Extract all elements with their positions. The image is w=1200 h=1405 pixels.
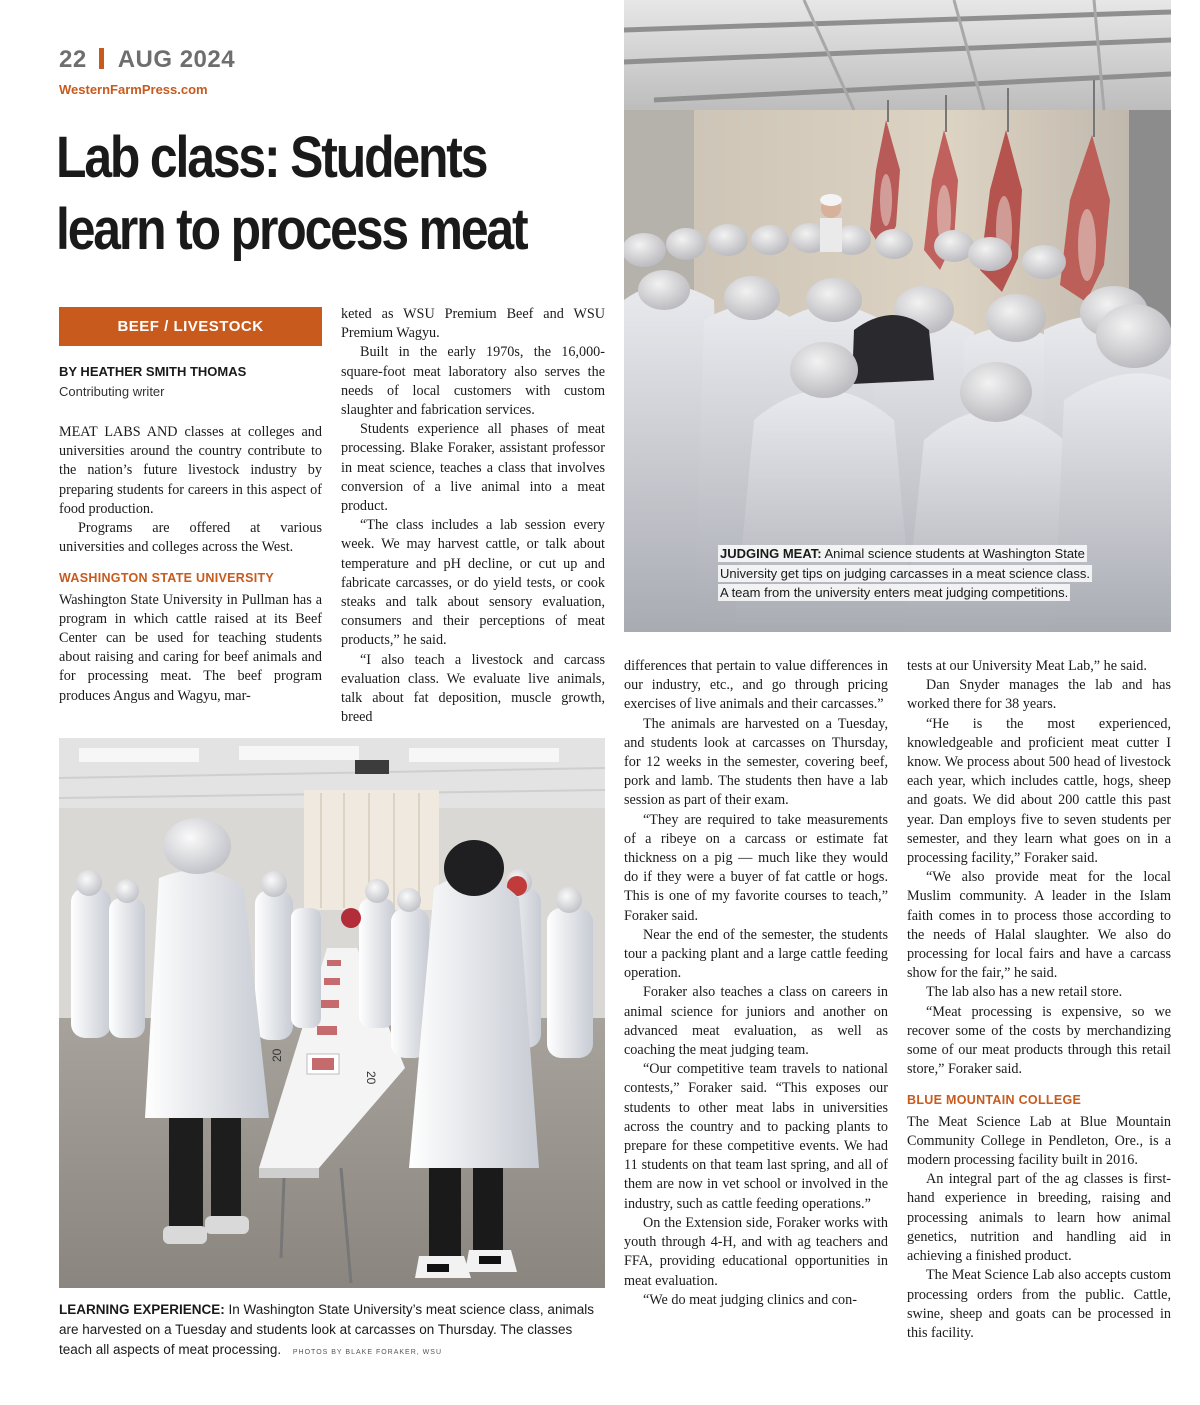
paragraph: MEAT LABS AND classes at colleges and universities around the country contribute to the nation’s future livestock industry by preparing students for careers in this aspect of food production. <box>59 424 322 517</box>
paragraph: The Meat Science Lab at Blue Mountain Community College in Pendleton, Ore., is a modern processing facility built in 2016. <box>907 1113 1171 1169</box>
paragraph: “We do meat judging clinics and con- <box>643 1291 857 1308</box>
paragraph: The lab also has a new retail store. <box>926 984 1123 1001</box>
folio-divider <box>99 48 104 69</box>
caption-text: In Washington State University’s meat science class, animals are harvested on a Tuesday and students look at carcasses on Thursday. The classes teach all aspects of meat processing. <box>59 1302 594 1357</box>
subhead-wsu: WASHINGTON STATE UNIVERSITY <box>59 571 275 586</box>
caption-learning-experience <box>59 1300 604 1363</box>
paragraph: “We also provide meat for the local Muslim community. A leader in the Islam faith comes in to process those according to the needs of Halal slaughter. We also do processing for local fairs and have a carcass show for the fair,” he said. <box>907 869 1171 982</box>
paragraph: Near the end of the semester, the students tour a packing plant and a large cattle feeding operation. <box>624 926 888 982</box>
paragraph: keted as WSU Premium Beef and WSU Premium Wagyu. <box>341 306 605 342</box>
paragraph: “I also teach a livestock and carcass evaluation class. We evaluate live animals, talk about fat deposition, muscle growth, breed <box>341 651 605 726</box>
article-column-2 <box>341 305 605 727</box>
paragraph: Programs are offered at various universities and colleges across the West. <box>59 520 322 556</box>
headline: Lab class: Students learn to process meat <box>56 125 527 262</box>
paragraph: Students experience all phases of meat processing. Blake Foraker, assistant professor in meat science, teaches a class that involves conversion of a live animal into a meat product. <box>341 421 605 515</box>
paragraph: Dan Snyder manages the lab and has worked there for 38 years. <box>907 677 1171 713</box>
paragraph: “They are required to take measurements of a ribeye on a carcass or estimate fat thickness on a pig — much like they would do if they were a buyer of fat cattle or hogs. This is one of my favorite courses to teach,” Foraker said. <box>624 811 888 924</box>
article-column-4 <box>907 657 1171 1343</box>
paragraph: Foraker also teaches a class on careers in animal science for juniors and another on advanced meat evaluation, as well as coaching the meat judging team. <box>624 984 888 1059</box>
paragraph: On the Extension side, Foraker works with youth through 4-H, and with ag teachers and FFA, providing educational opportunities in meat evaluation. <box>624 1214 888 1289</box>
paragraph: The animals are harvested on a Tuesday, and students look at carcasses on Thursday, for 12 weeks in the semester, covering beef, pork and lamb. The students then have a lab session as part of their exam. <box>624 715 888 809</box>
paragraph: Built in the early 1970s, the 16,000-square-foot meat laboratory also serves the needs of local customers with custom slaughter and fabrication services. <box>341 344 605 419</box>
caption-label: LEARNING EXPERIENCE: <box>59 1302 225 1317</box>
byline-author: BY HEATHER SMITH THOMAS <box>59 364 247 379</box>
meat-lab-classroom-illustration <box>59 738 605 1288</box>
paragraph: “He is the most experienced, knowledgeable and proficient meat cutter I know. We process about 500 head of livestock each year, which includes cattle, hogs, sheep and goats. We did about 200 cattle this past year. Dan employs five to seven students per semester, and they learn what goes on in a processing facility,” Foraker said. <box>907 715 1171 867</box>
article-column-1 <box>59 423 322 706</box>
caption-text: Animal science students at Washington State University get tips on judging carcasses in a meat science class. A team from the university enters meat judging competitions. <box>720 546 1090 600</box>
article-column-3 <box>624 657 888 1310</box>
carcass-cooler-illustration <box>624 0 1171 632</box>
subhead-blue-mountain: BLUE MOUNTAIN COLLEGE <box>907 1093 1082 1108</box>
caption-label: JUDGING MEAT: <box>720 546 822 561</box>
caption-judging-meat <box>718 544 1090 603</box>
page-folio <box>59 46 235 74</box>
photo-judging-meat <box>624 0 1171 632</box>
paragraph: “The class includes a lab session every week. We may harvest cattle, or talk about temperature and pH decline, or cut up and fabricate carcasses, or do yield tests, or cook steaks and talk about sensory evaluation, consumers and their perceptions of meat products,” he said. <box>341 517 605 649</box>
paragraph: differences that pertain to value differences in our industry, etc., and go through pricing exercises of live animals and their carcasses.” <box>624 658 888 713</box>
tray-number: 20 <box>270 1048 284 1062</box>
tray-number: 20 <box>364 1071 378 1085</box>
paragraph: “Meat processing is expensive, so we recover some of the costs by merchandizing some of our meat products through this retail store,” Foraker said. <box>907 1003 1171 1078</box>
issue-date: AUG 2024 <box>117 46 236 73</box>
photo-learning-experience <box>59 738 605 1288</box>
paragraph: Washington State University in Pullman has a program in which cattle raised at its Beef Center can be used for teaching students about raising and caring for beef animals and for processing meat. The beef program produces Angus and Wagyu, mar- <box>59 591 322 704</box>
paragraph: “Our competitive team travels to national contests,” Foraker said. “This exposes our students to other meat labs in universities across the country and to packing plants to prepare for these competitive events. We had 11 students on that team last spring, and all of them are now in vet school or involved in the industry, such as cattle feeding operations.” <box>624 1061 888 1212</box>
byline-role: Contributing writer <box>59 384 165 399</box>
paragraph: tests at our University Meat Lab,” he said. <box>907 658 1147 674</box>
photo-credit: PHOTOS BY BLAKE FORAKER, WSU <box>292 1349 442 1356</box>
paragraph: The Meat Science Lab also accepts custom processing orders from the public. Cattle, swine, sheep and goats can be processed in this facility. <box>907 1267 1171 1341</box>
site-url[interactable]: WesternFarmPress.com <box>59 82 208 97</box>
page-number: 22 <box>59 46 87 73</box>
section-tag: BEEF / LIVESTOCK <box>59 307 322 346</box>
paragraph: An integral part of the ag classes is first-hand experience in breeding, raising and processing animals to learn how animal genetics, nutrition and handling aid in achieving a finished product. <box>907 1171 1171 1265</box>
